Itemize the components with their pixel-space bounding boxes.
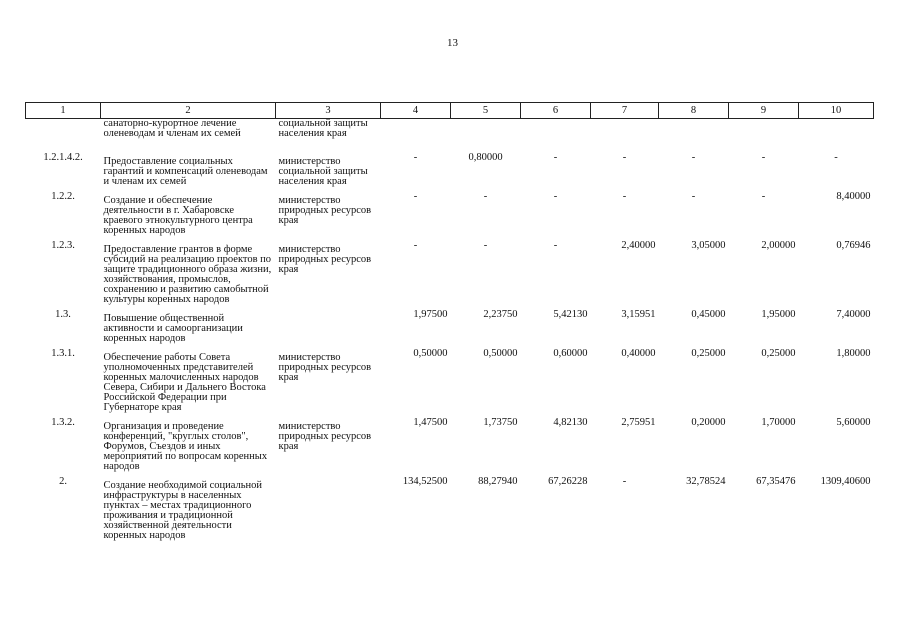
page-number: 13	[447, 37, 458, 49]
column-header: 5	[451, 103, 521, 119]
column-header: 2	[101, 103, 276, 119]
table-row	[26, 241, 874, 310]
row-number: 1.3.2.	[51, 416, 75, 428]
column-header: 9	[729, 103, 799, 119]
row-value	[799, 119, 874, 153]
row-number: 2.	[59, 475, 67, 487]
row-number: 1.3.	[55, 308, 71, 320]
column-header: 3	[276, 103, 381, 119]
row-value: 2,23750	[483, 308, 518, 320]
column-header: 6	[521, 103, 591, 119]
row-value	[451, 119, 521, 153]
row-responsible	[276, 310, 381, 349]
row-value: -	[691, 151, 696, 163]
column-header: 8	[659, 103, 729, 119]
table-row	[26, 477, 874, 546]
row-value: 1,80000	[836, 347, 871, 359]
row-value: -	[761, 151, 766, 163]
row-responsible: министерство природных ресурсов края	[278, 243, 372, 275]
row-value: 2,40000	[621, 239, 656, 251]
row-value: 1,47500	[413, 416, 448, 428]
row-name: санаторно-курортное лечение оленеводам и членам их семей	[103, 118, 241, 139]
row-value: -	[622, 151, 627, 163]
row-name: Создание необходимой социальной инфраструктуры в населенных пунктах – местах традиционного проживания и традиционной хозяйственной деятельности коренных народов	[103, 479, 263, 541]
row-value: 2,75951	[621, 416, 656, 428]
row-responsible: министерство природных ресурсов края	[278, 194, 372, 226]
table-row	[26, 418, 874, 477]
row-name: Обеспечение работы Совета уполномоченных представителей коренных малочисленных народов Севера, Сибири и Дальнего Востока Российской Федерации при Губернаторе края	[103, 351, 266, 413]
row-value: 67,35476	[756, 475, 796, 487]
row-value	[729, 119, 799, 153]
column-header: 1	[26, 103, 101, 119]
table-row	[26, 153, 874, 192]
row-name: Организация и проведение конференций, "круглых столов", Форумов, Съездов и иных мероприятий по вопросам коренных народов	[103, 420, 268, 472]
row-value: 1309,40600	[820, 475, 871, 487]
row-value: -	[553, 239, 558, 251]
table-row	[26, 192, 874, 241]
row-value: -	[413, 151, 418, 163]
row-value	[591, 119, 659, 153]
row-value: 3,05000	[691, 239, 726, 251]
table-row	[26, 349, 874, 418]
row-name: Повышение общественной активности и самоорганизации коренных народов	[103, 312, 243, 344]
budget-table	[25, 102, 874, 546]
row-value: 1,73750	[483, 416, 518, 428]
row-value: 2,00000	[761, 239, 796, 251]
row-value: 0,50000	[413, 347, 448, 359]
row-value: 5,42130	[553, 308, 588, 320]
row-value	[381, 119, 451, 153]
row-value: -	[483, 239, 488, 251]
row-value: 7,40000	[836, 308, 871, 320]
row-value: -	[413, 190, 418, 202]
row-value: 88,27940	[478, 475, 518, 487]
row-value: 0,20000	[691, 416, 726, 428]
row-value: 0,80000	[468, 151, 503, 163]
row-responsible: министерство социальной защиты населения края	[278, 155, 368, 187]
row-responsible: министерство природных ресурсов края	[278, 351, 372, 383]
row-number: 1.3.1.	[51, 347, 75, 359]
row-value: 0,25000	[691, 347, 726, 359]
row-number: 1.2.2.	[51, 190, 75, 202]
row-value: 0,60000	[553, 347, 588, 359]
table-row	[26, 119, 874, 153]
row-number	[26, 119, 101, 153]
header-row	[26, 103, 874, 119]
row-name: Предоставление грантов в форме субсидий на реализацию проектов по защите традиционного образа жизни, хозяйствования, промыслов, сохранению и развитию самобытной культуры коренных народов	[103, 243, 272, 305]
row-responsible: социальной защиты населения края	[278, 118, 368, 139]
row-value: 0,40000	[621, 347, 656, 359]
row-responsible: министерство природных ресурсов края	[278, 420, 372, 452]
row-value	[521, 119, 591, 153]
row-value: 32,78524	[686, 475, 726, 487]
row-value: 0,45000	[691, 308, 726, 320]
row-value: -	[553, 190, 558, 202]
row-value: -	[413, 239, 418, 251]
row-name: Создание и обеспечение деятельности в г. Хабаровске краевого этнокультурного центра коренных народов	[103, 194, 253, 236]
row-value: -	[622, 190, 627, 202]
row-number: 1.2.1.4.2.	[43, 151, 83, 163]
row-value: -	[622, 475, 627, 487]
row-value: 1,70000	[761, 416, 796, 428]
column-header: 7	[591, 103, 659, 119]
row-value: 134,52500	[402, 475, 448, 487]
row-value: 0,25000	[761, 347, 796, 359]
row-value: 1,97500	[413, 308, 448, 320]
row-number: 1.2.3.	[51, 239, 75, 251]
row-value: -	[691, 190, 696, 202]
row-value: -	[834, 151, 838, 163]
row-value: -	[483, 190, 488, 202]
row-value: 1,95000	[761, 308, 796, 320]
row-name: Предоставление социальных гарантий и компенсаций оленеводам и членам их семей	[103, 155, 268, 187]
row-value: -	[761, 190, 766, 202]
row-value: 8,40000	[836, 190, 871, 202]
row-value: 4,82130	[553, 416, 588, 428]
row-value: -	[553, 151, 558, 163]
column-header: 4	[381, 103, 451, 119]
row-value: 3,15951	[621, 308, 656, 320]
column-header: 10	[799, 103, 874, 119]
row-value: 0,50000	[483, 347, 518, 359]
row-value: 0,76946	[836, 239, 871, 251]
row-value: 67,26228	[548, 475, 588, 487]
table-row	[26, 310, 874, 349]
row-responsible	[276, 477, 381, 546]
row-value: 5,60000	[836, 416, 871, 428]
row-value	[659, 119, 729, 153]
